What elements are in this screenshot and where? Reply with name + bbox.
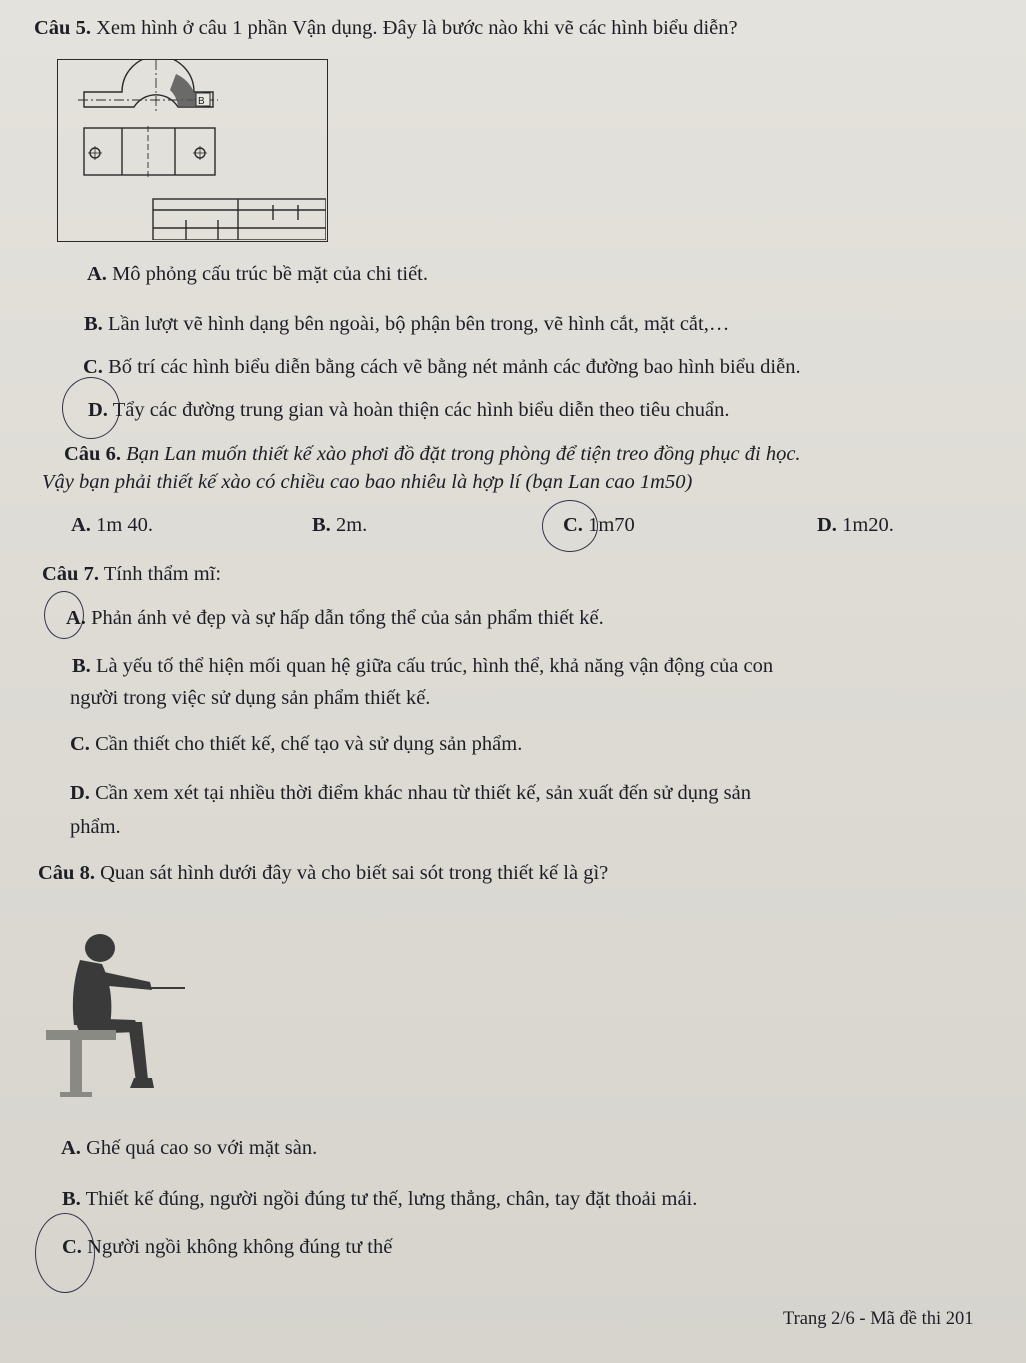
q7-text: Tính thẩm mĩ: (103, 563, 222, 585)
option-letter: B. (312, 514, 331, 536)
option-letter: B. (84, 313, 103, 335)
option-text: Cần xem xét tại nhiều thời điểm khác nhau từ thiết kế, sản xuất đến sử dụng sản (95, 782, 751, 804)
option-letter: A. (61, 1137, 81, 1159)
q6-label: Câu 6. (64, 443, 121, 465)
q7-option-b-cont: người trong việc sử dụng sản phẩm thiết kế. (70, 687, 431, 709)
q5-question (34, 15, 738, 41)
option-letter: C. (83, 356, 103, 378)
figure-label-b: B (198, 96, 205, 107)
option-letter: C. (62, 1236, 82, 1258)
q7-question (42, 561, 221, 587)
option-text: 1m 40. (96, 514, 154, 536)
q6-option-b[interactable] (312, 512, 367, 538)
q7-option-c[interactable] (70, 731, 522, 757)
option-text: Mô phỏng cấu trúc bề mặt của chi tiết. (112, 263, 429, 285)
q6-question (64, 441, 801, 467)
option-letter: D. (70, 782, 90, 804)
option-text: Là yếu tố thể hiện mối quan hệ giữa cấu trúc, hình thể, khả năng vận động của con (95, 655, 774, 677)
technical-drawing-figure (57, 59, 328, 242)
option-letter: B. (72, 655, 91, 677)
option-letter: D. (88, 399, 108, 421)
q5-option-c[interactable] (83, 354, 801, 380)
q8-label: Câu 8. (38, 862, 95, 884)
option-text: Phản ánh vẻ đẹp và sự hấp dẫn tổng thể của sản phẩm thiết kế. (91, 607, 604, 629)
option-text: Cần thiết cho thiết kế, chế tạo và sử dụng sản phẩm. (95, 733, 523, 755)
option-text: 1m20. (842, 514, 894, 536)
q7-option-d-cont: phẩm. (70, 816, 121, 838)
q8-option-c[interactable] (62, 1234, 392, 1260)
option-text: Bố trí các hình biểu diễn bằng cách vẽ bằng nét mảnh các đường bao hình biểu diễn. (108, 356, 801, 378)
option-letter: B. (62, 1188, 81, 1210)
option-text: 2m. (335, 514, 368, 536)
option-text: Người ngồi không không đúng tư thế (87, 1236, 393, 1258)
option-text: Thiết kế đúng, người ngồi đúng tư thế, lưng thẳng, chân, tay đặt thoải mái. (85, 1188, 698, 1210)
option-text: Ghế quá cao so với mặt sàn. (86, 1137, 318, 1159)
option-letter: C. (563, 514, 583, 536)
q7-label: Câu 7. (42, 563, 99, 585)
q6-line2: Vậy bạn phải thiết kế xào có chiều cao bao nhiêu là hợp lí (bạn Lan cao 1m50) (42, 471, 693, 493)
q6-line1: Bạn Lan muốn thiết kế xào phơi đồ đặt trong phòng để tiện treo đồng phục đi học. (126, 443, 801, 465)
q8-question (38, 860, 608, 886)
q5-option-a[interactable] (87, 261, 428, 287)
q7-option-d[interactable] (70, 780, 751, 806)
q8-text: Quan sát hình dưới đây và cho biết sai sót trong thiết kế là gì? (100, 862, 609, 884)
q5-option-b[interactable] (84, 311, 729, 337)
option-letter: A. (71, 514, 91, 536)
q7-option-b[interactable] (72, 653, 773, 679)
q5-option-d[interactable] (88, 397, 730, 423)
q6-option-c[interactable] (563, 512, 635, 538)
option-letter: D. (817, 514, 837, 536)
drawing-svg (58, 60, 326, 240)
option-letter: A. (66, 607, 86, 629)
page-footer: Trang 2/6 - Mã đề thi 201 (783, 1309, 974, 1329)
option-text: Tẩy các đường trung gian và hoàn thiện các hình biểu diễn theo tiêu chuẩn. (112, 399, 730, 421)
q8-option-b[interactable] (62, 1186, 697, 1212)
q8-option-a[interactable] (61, 1135, 317, 1161)
q7-option-a[interactable] (66, 605, 604, 631)
option-letter: C. (70, 733, 90, 755)
option-text: 1m70 (588, 514, 635, 536)
seated-person-illustration (40, 930, 190, 1105)
q6-option-d[interactable] (817, 512, 894, 538)
option-text: Lần lượt vẽ hình dạng bên ngoài, bộ phận bên trong, vẽ hình cắt, mặt cắt,… (107, 313, 730, 335)
option-letter: A. (87, 263, 107, 285)
q5-text: Xem hình ở câu 1 phần Vận dụng. Đây là bước nào khi vẽ các hình biểu diễn? (96, 17, 738, 39)
q5-label: Câu 5. (34, 17, 91, 39)
q6-option-a[interactable] (71, 512, 153, 538)
